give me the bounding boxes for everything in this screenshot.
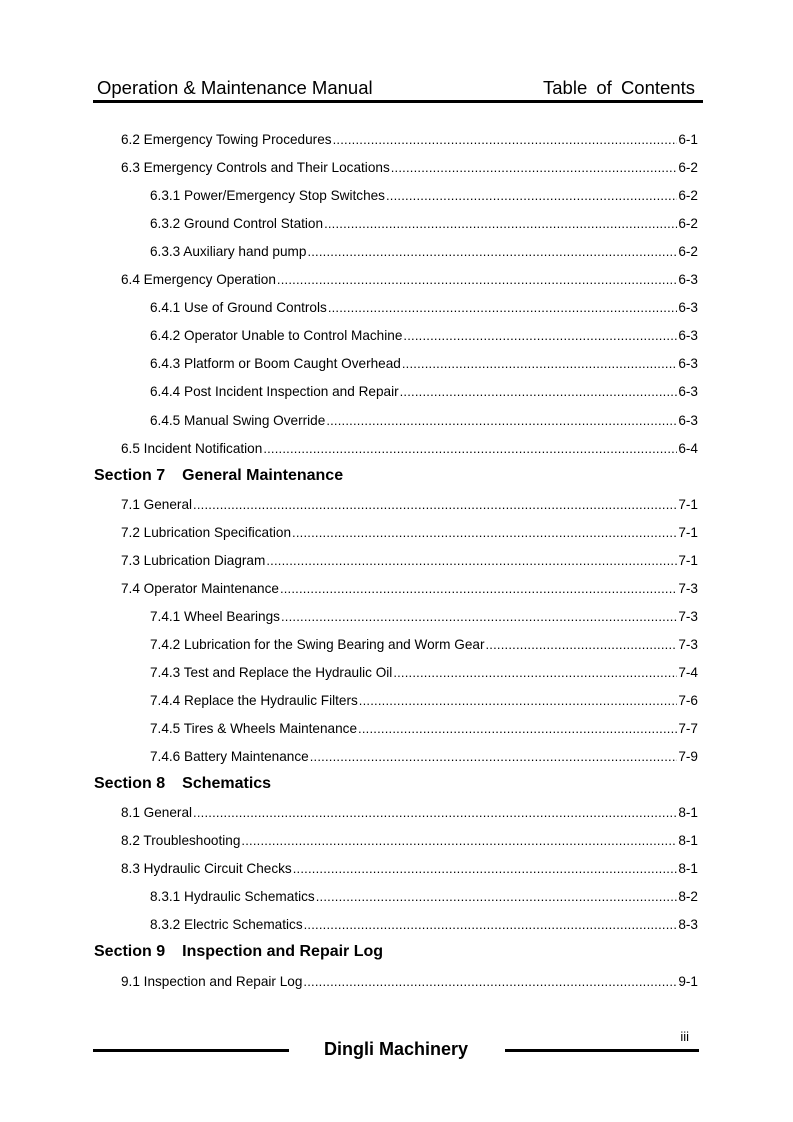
toc-entry[interactable] (121, 547, 698, 575)
toc-entry-page: 7-9 (678, 749, 698, 765)
toc-entry[interactable] (150, 322, 698, 350)
toc-entry-label: 8.1 General (121, 805, 193, 821)
page-number: iii (680, 1029, 689, 1044)
section-heading (94, 462, 343, 490)
toc-entry-label: 6.3 Emergency Controls and Their Locations (121, 160, 390, 176)
toc-entry[interactable] (150, 631, 698, 659)
toc-entry-label: 7.2 Lubrication Specification (121, 524, 292, 540)
dot-leader (326, 407, 677, 435)
toc-entry[interactable] (150, 350, 698, 378)
toc-entry-label: 6.4 Emergency Operation (121, 272, 276, 288)
section-number: Section 8 (94, 775, 166, 793)
toc-entry-page: 6-4 (678, 440, 698, 456)
toc-entry-page: 7-1 (678, 524, 698, 540)
toc-entry-page: 8-2 (678, 889, 698, 905)
toc-entry[interactable] (121, 855, 698, 883)
dot-leader (386, 182, 677, 210)
dot-leader (358, 715, 677, 743)
toc-entry-page: 6-1 (678, 132, 698, 147)
toc-entry-label: 6.4.2 Operator Unable to Control Machine (150, 328, 403, 344)
toc-entry-page: 9-1 (678, 973, 698, 989)
toc-entry-page: 6-2 (678, 188, 698, 204)
toc-entry[interactable] (150, 659, 698, 687)
toc-entry[interactable] (150, 883, 698, 911)
toc-entry[interactable] (121, 126, 698, 154)
toc-entry-page: 7-3 (678, 636, 698, 652)
toc-entry-label: 6.4.5 Manual Swing Override (150, 412, 326, 428)
dot-leader (310, 743, 678, 771)
toc-entry[interactable] (150, 407, 698, 435)
toc-entry-label: 7.4.5 Tires & Wheels Maintenance (150, 721, 358, 737)
company-name: Dingli Machinery (324, 1039, 469, 1059)
section-heading (94, 770, 271, 798)
toc-entry[interactable] (150, 238, 698, 266)
section-title: Schematics (182, 775, 272, 793)
toc-entry-label: 8.3.1 Hydraulic Schematics (150, 889, 315, 905)
toc-entry-page: 7-4 (678, 664, 698, 680)
footer-rule-left (93, 1049, 289, 1052)
toc-entry[interactable] (150, 603, 698, 631)
toc-entry[interactable] (121, 968, 698, 996)
toc-entry-label: 6.2 Emergency Towing Procedures (121, 132, 332, 147)
toc-entry-page: 8-1 (678, 833, 698, 849)
toc-entry-page: 6-3 (678, 272, 698, 288)
dot-leader (193, 491, 677, 519)
toc-entry-label: 6.4.3 Platform or Boom Caught Overhead (150, 356, 401, 372)
toc-entry-page: 7-3 (678, 608, 698, 624)
page-header (93, 78, 703, 103)
toc-entry-label: 7.1 General (121, 496, 193, 512)
toc-entry-page: 6-2 (678, 216, 698, 232)
toc-entry[interactable] (150, 687, 698, 715)
toc-entry[interactable] (121, 575, 698, 603)
toc-entry-label: 7.4.4 Replace the Hydraulic Filters (150, 693, 358, 708)
section-heading (94, 938, 383, 966)
dot-leader (266, 547, 677, 575)
dot-leader (277, 266, 677, 294)
page-footer (93, 1025, 701, 1065)
toc-entry-label: 6.4.4 Post Incident Inspection and Repair (150, 384, 399, 400)
dot-leader (316, 883, 678, 911)
dot-leader (193, 799, 677, 827)
toc-entry-label: 7.4.6 Battery Maintenance (150, 749, 309, 765)
toc-entry-page: 8-1 (678, 861, 698, 877)
dot-leader (241, 827, 677, 855)
dot-leader (324, 210, 677, 238)
dot-leader (328, 294, 678, 322)
toc-entry[interactable] (150, 911, 698, 939)
toc-entry-label: 7.4.2 Lubrication for the Swing Bearing and Worm Gear (150, 636, 485, 652)
toc-entry-label: 7.4 Operator Maintenance (121, 580, 279, 596)
toc-entry-page: 7-1 (678, 496, 698, 512)
toc-entry-page: 6-3 (678, 328, 698, 344)
dot-leader (304, 911, 678, 939)
toc-entry-page: 7-6 (678, 693, 698, 708)
dot-leader (402, 350, 677, 378)
toc-entry[interactable] (121, 266, 698, 294)
toc-entry-label: 6.5 Incident Notification (121, 440, 263, 456)
toc-entry-page: 6-3 (678, 384, 698, 400)
toc-entry-label: 8.2 Troubleshooting (121, 833, 241, 849)
dot-leader (293, 855, 678, 883)
footer-rule-right (505, 1049, 699, 1052)
toc-entry-page: 7-3 (678, 580, 698, 596)
toc-entry[interactable] (150, 182, 698, 210)
toc-entry-label: 7.3 Lubrication Diagram (121, 552, 266, 568)
section-number: Section 9 (94, 943, 166, 961)
dot-leader (292, 519, 677, 547)
dot-leader (280, 575, 677, 603)
dot-leader (303, 968, 677, 996)
toc-entry-page: 7-7 (678, 721, 698, 737)
toc-entry-page: 8-1 (678, 805, 698, 821)
toc-entry-label: 8.3.2 Electric Schematics (150, 917, 303, 933)
toc-entry-label: 6.3.1 Power/Emergency Stop Switches (150, 188, 385, 204)
toc-entry-label: 7.4.3 Test and Replace the Hydraulic Oil (150, 664, 393, 680)
section-number: Section 7 (94, 466, 166, 484)
toc-entry-page: 6-3 (678, 356, 698, 372)
toc-entry[interactable] (121, 519, 698, 547)
toc-entry-label: 6.3.2 Ground Control Station (150, 216, 324, 232)
section-title: Inspection and Repair Log (182, 943, 384, 961)
toc-entry-page: 7-1 (678, 552, 698, 568)
dot-leader (391, 154, 678, 182)
section-title: General Maintenance (182, 466, 344, 484)
dot-leader (359, 687, 678, 715)
toc-entry-page: 6-3 (678, 300, 698, 316)
toc-entry-label: 6.3.3 Auxiliary hand pump (150, 244, 307, 260)
toc-entry-label: 7.4.1 Wheel Bearings (150, 608, 280, 624)
dot-leader (333, 126, 678, 154)
toc-entry-label: 9.1 Inspection and Repair Log (121, 973, 303, 989)
toc-entry-label: 6.4.1 Use of Ground Controls (150, 300, 327, 316)
dot-leader (307, 238, 677, 266)
toc-entry-page: 6-3 (678, 412, 698, 428)
dot-leader (393, 659, 677, 687)
dot-leader (281, 603, 677, 631)
toc-entry-page: 6-2 (678, 160, 698, 176)
toc-entry[interactable] (150, 743, 698, 771)
manual-title: Operation & Maintenance Manual (97, 77, 373, 98)
toc-entry[interactable] (150, 715, 698, 743)
dot-leader (403, 322, 677, 350)
toc-entry-page: 6-2 (678, 244, 698, 260)
dot-leader (486, 631, 678, 659)
section-title: Table of Contents (543, 77, 695, 98)
toc-entry[interactable] (150, 294, 698, 322)
toc-entry[interactable] (150, 210, 698, 238)
dot-leader (400, 378, 678, 406)
toc-entry[interactable] (121, 827, 698, 855)
toc-entry[interactable] (121, 154, 698, 182)
toc-entry-page: 8-3 (678, 917, 698, 933)
toc-entry[interactable] (121, 491, 698, 519)
toc-entry-label: 8.3 Hydraulic Circuit Checks (121, 861, 292, 877)
toc-entry[interactable] (121, 435, 698, 463)
toc-entry[interactable] (150, 378, 698, 406)
toc-entry[interactable] (121, 799, 698, 827)
dot-leader (263, 435, 677, 463)
